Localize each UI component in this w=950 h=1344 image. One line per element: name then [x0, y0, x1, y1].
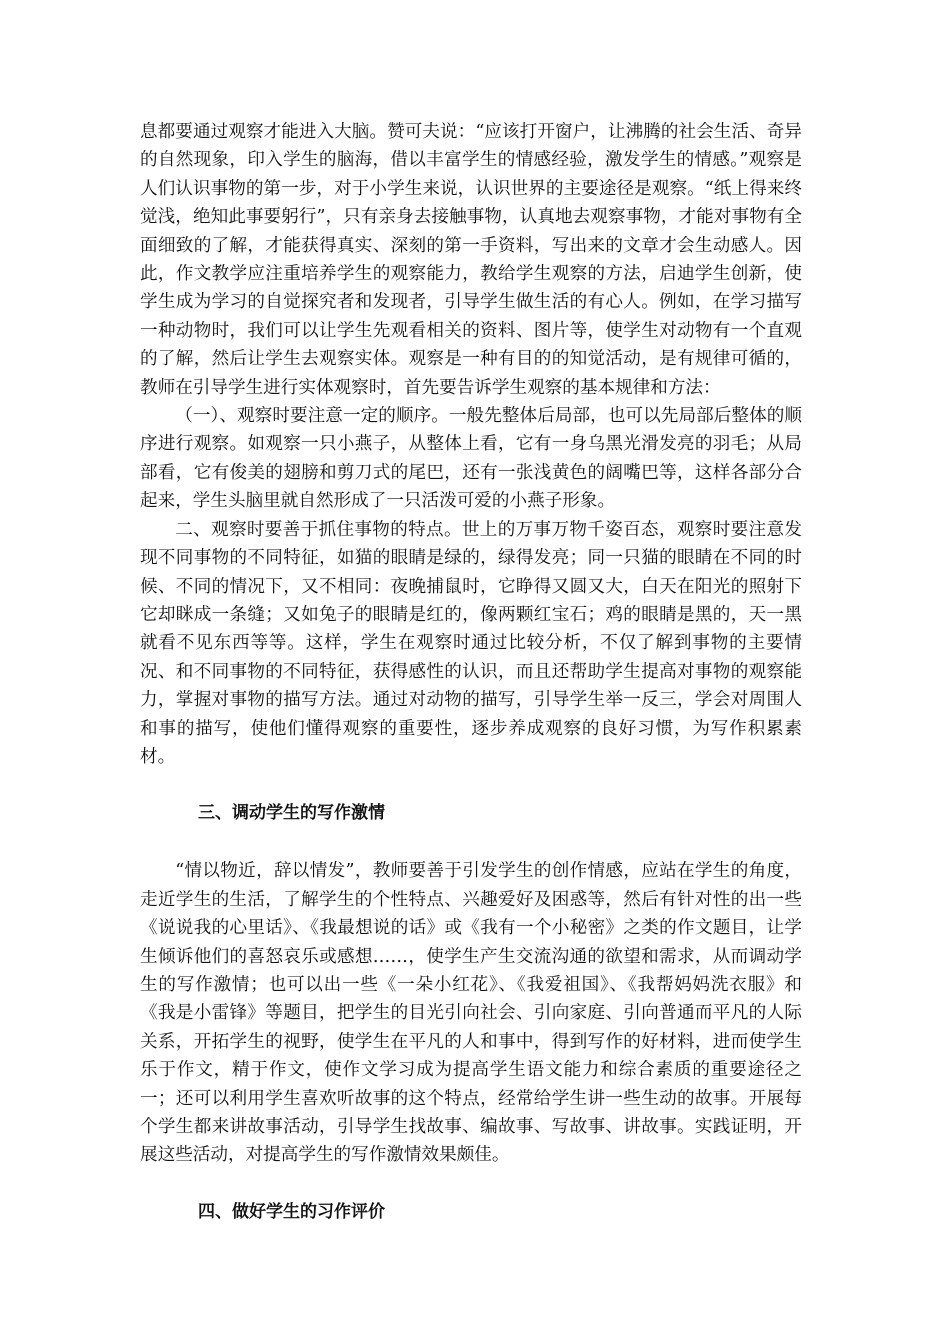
section-three-heading: 三、调动学生的写作激情 — [198, 803, 385, 824]
spacer — [140, 827, 802, 857]
intro-paragraph: 息都要通过观察才能进入大脑。赞可夫说：“应该打开窗户，让沸腾的社会生活、奇异的自然现象，印入学生的脑海，借以丰富学生的情感经验，激发学生的情感。”观察是人们认识事物的第一步，对于小学生来说，认识世界的主要途径是观察。“纸上得来终觉浅，绝知此事要躬行”，只有亲身去接触事物，认真地去观察事物，才能对事物有全面细致的了解，才能获得真实、深刻的第一手资料，写出来的文章才会生动感人。因此，作文教学应注重培养学生的观察能力，教给学生观察的方法，启迪学生创新，使学生成为学习的自觉探究者和发现者，引导学生做生活的有心人。例如，在学习描写一种动物时，我们可以让学生先观看相关的资料、图片等，使学生对动物有一个直观的了解，然后让学生去观察实体。观察是一种有目的的知觉活动，是有规律可循的，教师在引导学生进行实体观察时，首先要告诉学生观察的基本规律和方法： — [140, 122, 802, 398]
document-page — [140, 118, 802, 1226]
observation-features-paragraph: 二、观察时要善于抓住事物的特点。世上的万事万物千姿百态，观察时要注意发现不同事物的不同特征，如猫的眼睛是绿的，绿得发亮；同一只猫的眼睛在不同的时候、不同的情况下，又不相同：夜晚捕鼠时，它睁得又圆又大，白天在阳光的照射下它却眯成一条缝；又如兔子的眼睛是红的，像两颗红宝石；鸡的眼睛是黑的，天一黑就看不见东西等等。这样，学生在观察时通过比较分析，不仅了解到事物的主要情况、和不同事物的不同特征，获得感性的认识，而且还帮助学生提高对事物的观察能力，掌握对事物的描写方法。通过对动物的描写，引导学生举一反三，学会对周围人和事的描写，使他们懂得观察的重要性，逐步养成观察的良好习惯，为写作积累素材。 — [140, 519, 802, 767]
spacer — [140, 1170, 802, 1198]
section-four-heading: 四、做好学生的习作评价 — [198, 1201, 385, 1222]
writing-passion-paragraph: “情以物近，辞以情发”，教师要善于引发学生的创作情感，应站在学生的角度，走近学生的生活，了解学生的个性特点、兴趣爱好及困惑等，然后有针对性的出一些《说说我的心里话》、《我最想说的话》或《我有一个小秘密》之类的作文题目，让学生倾诉他们的喜怒哀乐或感想……，使学生产生交流沟通的欲望和需求，从而调动学生的写作激情；也可以出一些《一朵小红花》、《我爱祖国》、《我帮妈妈洗衣服》和《我是小雷锋》等题目，把学生的目光引向社会、引向家庭、引向普通而平凡的人际关系，开拓学生的视野，使学生在平凡的人和事中，得到写作的好材料，进而使学生乐于作文，精于作文，使作文学习成为提高学生语文能力和综合素质的重要途径之一；还可以利用学生喜欢听故事的这个特点，经常给学生讲一些生动的故事。开展每个学生都来讲故事活动，引导学生找故事、编故事、写故事、讲故事。实践证明，开展这些活动，对提高学生的写作激情效果颇佳。 — [140, 861, 802, 1166]
spacer — [140, 771, 802, 799]
observation-order-paragraph: （一）、观察时要注意一定的顺序。一般先整体后局部，也可以先局部后整体的顺序进行观察。如观察一只小燕子，从整体上看，它有一身乌黑光滑发亮的羽毛；从局部看，它有俊美的翅膀和剪刀式的尾巴，还有一张浅黄色的阔嘴巴等，这样各部分合起来，学生头脑里就自然形成了一只活泼可爱的小燕子形象。 — [140, 406, 802, 512]
